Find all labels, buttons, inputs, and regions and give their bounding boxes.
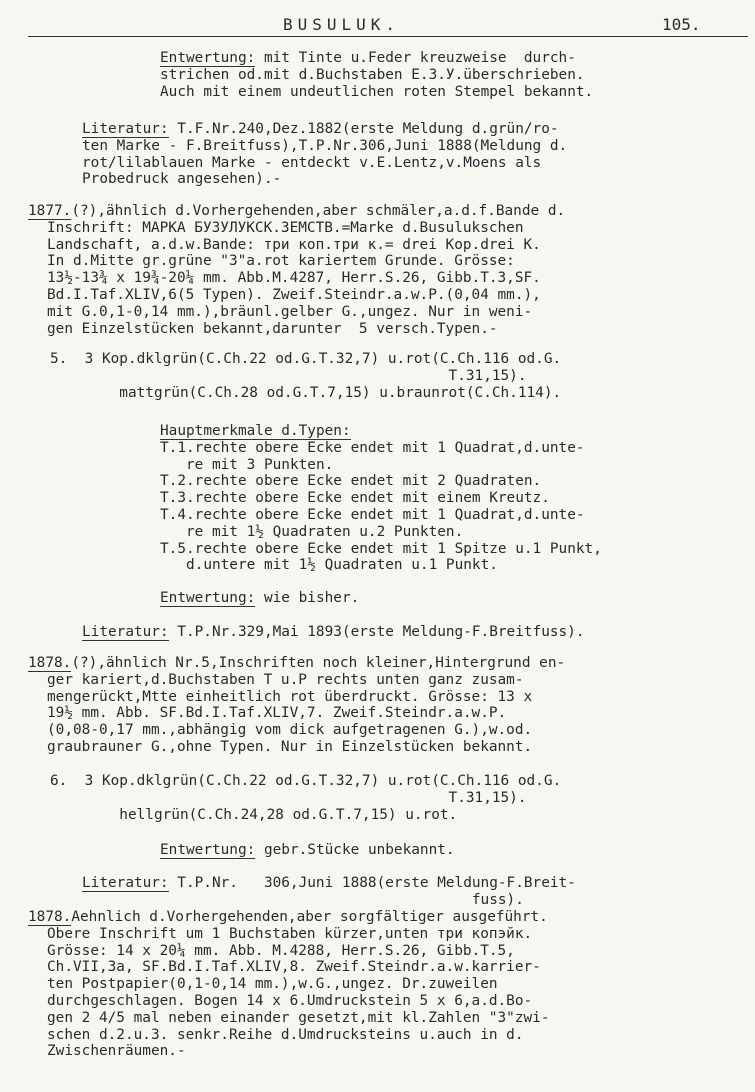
literatur-block-3 <box>82 875 576 909</box>
line-text: 5. 3 Kop.dklgrün(C.Ch.22 od.G.T.32,7) u.rot(C.Ch.116 od.G. <box>50 351 562 367</box>
line-text: T.31,15). <box>50 789 527 806</box>
text-line <box>50 385 561 402</box>
line-text: (?),ähnlich Nr.5,Inschriften noch kleiner,Hintergrund en- <box>71 655 566 671</box>
section-heading: Entwertung: <box>160 842 256 858</box>
text-line <box>160 440 602 457</box>
line-text: T.5.rechte obere Ecke endet mit 1 Spitze u.1 Punkt, <box>160 540 602 557</box>
line-text: Probedruck angesehen).- <box>82 171 282 188</box>
line-text: 19½ mm. Abb. SF.Bd.I.Taf.XLIV,7. Zweif.Steindr.a.w.P. <box>47 705 507 722</box>
line-text: d.untere mit 1½ Quadraten u.1 Punkt. <box>160 557 498 574</box>
line-text: mit G.0,1-0,14 mm.),bräunl.gelber G.,ungez. Nur in weni- <box>47 303 533 320</box>
line-text: Landschaft, a.d.w.Bande: три коп.три к.= drei Kop.drei K. <box>47 236 541 253</box>
section-heading: 1878. <box>28 655 72 671</box>
line-text: mattgrün(C.Ch.28 od.G.T.7,15) u.braunrot(C.Ch.114). <box>50 384 562 401</box>
section-heading: Hauptmerkmale d.Typen: <box>160 423 351 439</box>
line-text: T.4.rechte obere Ecke endet mit 1 Quadrat,d.unte- <box>160 506 585 523</box>
text-line <box>82 892 576 909</box>
line-text: gebr.Stücke unbekannt. <box>255 842 455 858</box>
text-line <box>160 490 602 507</box>
text-line <box>28 722 565 739</box>
text-line <box>160 67 593 84</box>
text-line <box>82 875 576 892</box>
entwertung-block-3 <box>160 842 455 859</box>
text-line <box>28 672 565 689</box>
line-text: wie bisher. <box>255 590 360 606</box>
line-text: Bd.I.Taf.XLIV,6(5 Typen). Zweif.Steindr.a.w.P.(0,04 mm.), <box>47 286 541 303</box>
line-text: T.1.rechte obere Ecke endet mit 1 Quadrat,d.unte- <box>160 439 585 456</box>
variety-6 <box>50 773 561 823</box>
literatur-block-2 <box>82 624 585 641</box>
text-line <box>160 507 602 524</box>
section-heading: Literatur: <box>82 121 169 137</box>
text-line <box>50 773 561 790</box>
text-line <box>28 220 565 237</box>
text-line <box>50 807 561 824</box>
line-text: ten Postpapier(0,1-0,14 mm.),w.G.,ungez. Dr.zuweilen <box>47 976 498 993</box>
line-text: Grösse: 14 x 20¼ mm. Abb. M.4288, Herr.S.26, Gibb.T.5, <box>47 942 515 959</box>
text-line <box>28 739 565 756</box>
line-text: gen Einzelstücken bekannt,darunter 5 versch.Typen.- <box>47 320 498 337</box>
line-text: (?),ähnlich d.Vorhergehenden,aber schmäler,a.d.f.Bande d. <box>71 203 566 219</box>
line-text: ger kariert,d.Buchstaben T u.P rechts unten ganz zusam- <box>47 671 524 688</box>
text-line <box>160 84 593 101</box>
text-line <box>160 590 359 607</box>
line-text: Aehnlich d.Vorhergehenden,aber sorgfältiger ausgeführt. <box>71 909 548 925</box>
text-line <box>160 524 602 541</box>
section-heading: Entwertung: <box>160 590 256 606</box>
text-line <box>160 842 455 859</box>
text-line <box>82 624 585 641</box>
text-line <box>28 1010 550 1027</box>
line-text: mit Tinte u.Feder kreuzweise durch- <box>255 50 576 66</box>
text-line <box>82 155 567 172</box>
text-line <box>28 237 565 254</box>
line-text: T.P.Nr.329,Mai 1893(erste Meldung-F.Breitfuss). <box>168 624 585 640</box>
text-line <box>82 121 567 138</box>
page-number: 105. <box>662 15 701 34</box>
running-title: BUSULUK. <box>283 15 401 34</box>
entwertung-block-1 <box>160 50 593 100</box>
line-text: strichen od.mit d.Buchstaben E.3.У.überschrieben. <box>160 66 585 83</box>
text-line <box>28 689 565 706</box>
line-text: T.2.rechte obere Ecke endet mit 2 Quadraten. <box>160 473 542 490</box>
text-line <box>28 270 565 287</box>
text-line <box>28 1027 550 1044</box>
line-text: T.F.Nr.240,Dez.1882(erste Meldung d.grün/ro- <box>168 121 559 137</box>
line-text: Auch mit einem undeutlichen roten Stempel bekannt. <box>160 83 594 100</box>
line-text: T.3.rechte obere Ecke endet mit einem Kreutz. <box>160 490 550 507</box>
entry-1877 <box>28 203 565 337</box>
variety-5 <box>50 351 561 401</box>
text-line <box>28 909 550 926</box>
entry-1878-a <box>28 655 565 756</box>
line-text: Ch.VII,3a, SF.Bd.I.Taf.XLIV,8. Zweif.Steindr.a.w.karrier- <box>47 959 541 976</box>
header-rule <box>28 36 748 37</box>
text-line <box>28 959 550 976</box>
text-line <box>28 976 550 993</box>
line-text: (0,08-0,17 mm.,abhängig vom dick aufgetragenen G.),w.od. <box>47 722 533 739</box>
text-line <box>28 943 550 960</box>
type-features-block <box>160 423 602 574</box>
text-line <box>50 351 561 368</box>
line-text: 13½-13¾ x 19¾-20¼ mm. Abb.M.4287, Herr.S.26, Gibb.T.3,SF. <box>47 270 541 287</box>
section-heading: 1878. <box>28 909 72 925</box>
text-line <box>160 50 593 67</box>
line-text: rot/lilablauen Marke - entdeckt v.E.Lentz,v.Moens als <box>82 154 542 171</box>
text-line <box>28 655 565 672</box>
line-text: hellgrün(C.Ch.24,28 od.G.T.7,15) u.rot. <box>50 806 458 823</box>
line-text: schen d.2.u.3. senkr.Reihe d.Umdrucksteins u.auch in d. <box>47 1026 524 1043</box>
text-line <box>82 171 567 188</box>
line-text: re mit 1½ Quadraten u.2 Punkten. <box>160 523 464 540</box>
text-line <box>28 321 565 338</box>
text-line <box>28 304 565 321</box>
text-line <box>28 705 565 722</box>
section-heading: 1877. <box>28 203 72 219</box>
line-text: T.31,15). <box>50 367 527 384</box>
line-text: gen 2 4/5 mal neben einander gesetzt,mit kl.Zahlen "3"zwi- <box>47 1009 550 1026</box>
line-text: fuss). <box>82 891 524 908</box>
line-text: T.P.Nr. 306,Juni 1888(erste Meldung-F.Breit- <box>168 875 576 891</box>
line-text: Zwischenräumen.- <box>47 1043 186 1060</box>
line-text: re mit 3 Punkten. <box>160 456 334 473</box>
text-line <box>28 993 550 1010</box>
text-line <box>82 138 567 155</box>
line-text: graubrauner G.,ohne Typen. Nur in Einzelstücken bekannt. <box>47 738 533 755</box>
text-line <box>160 423 602 440</box>
text-line <box>160 473 602 490</box>
text-line <box>160 541 602 558</box>
line-text: durchgeschlagen. Bogen 14 x 6.Umdruckstein 5 x 6,a.d.Bo- <box>47 992 533 1009</box>
text-line <box>50 790 561 807</box>
text-line <box>28 926 550 943</box>
text-line <box>160 457 602 474</box>
text-line <box>28 1043 550 1060</box>
line-text: mengerückt,Mtte einheitlich rot überdruckt. Grösse: 13 x <box>47 688 533 705</box>
line-text: Obere Inschrift um 1 Buchstaben kürzer,unten три копэйк. <box>47 925 533 942</box>
text-line <box>28 253 565 270</box>
literatur-block-1 <box>82 121 567 188</box>
section-heading: Literatur: <box>82 624 169 640</box>
entry-1878-b <box>28 909 550 1060</box>
line-text: ten Marke - F.Breitfuss),T.P.Nr.306,Juni 1888(Meldung d. <box>82 137 568 154</box>
line-text: 6. 3 Kop.dklgrün(C.Ch.22 od.G.T.32,7) u.rot(C.Ch.116 od.G. <box>50 773 562 789</box>
section-heading: Entwertung: <box>160 50 256 66</box>
text-line <box>160 557 602 574</box>
line-text: Inschrift: МАРКА БУЗУЛУКСК.ЗЕМСТВ.=Marke d.Busulukschen <box>47 219 524 236</box>
line-text: In d.Mitte gr.grüne "3"a.rot kariertem Grunde. Grösse: <box>47 253 515 270</box>
text-line <box>28 203 565 220</box>
text-line <box>28 287 565 304</box>
section-heading: Literatur: <box>82 875 169 891</box>
entwertung-block-2 <box>160 590 359 607</box>
text-line <box>50 368 561 385</box>
